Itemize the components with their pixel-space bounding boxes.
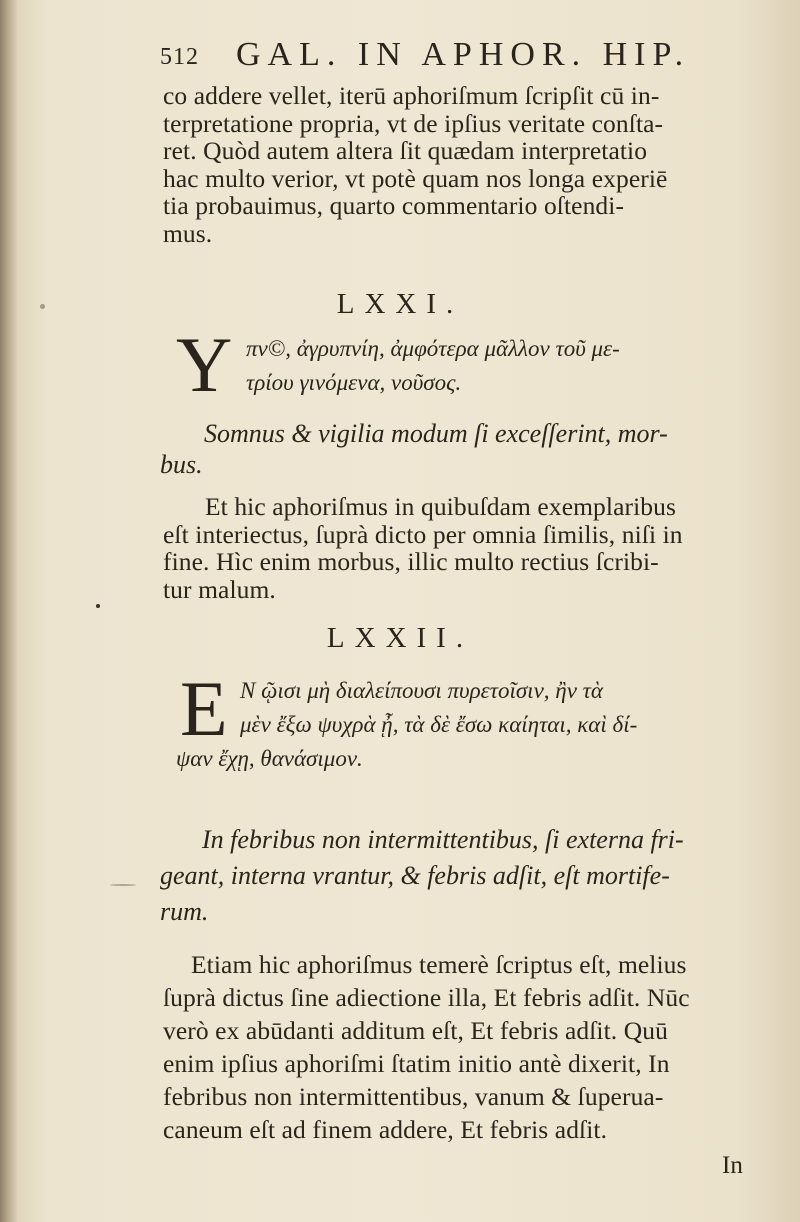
text-line: verò ex abūdanti additum eſt, Et febris adſit. Quū bbox=[163, 1016, 668, 1045]
text-line: fine. Hìc enim morbus, illic multo rectius ſcribi- bbox=[163, 547, 659, 576]
text-line: tia probauimus, quarto commentario oſtendi- bbox=[163, 191, 625, 220]
intro-paragraph bbox=[163, 82, 763, 247]
text-line: caneum eſt ad finem addere, Et febris adſit. bbox=[163, 1115, 608, 1144]
commentary-71 bbox=[163, 493, 763, 603]
ink-speck bbox=[40, 304, 45, 309]
ink-smudge bbox=[110, 884, 136, 886]
greek-line: τρίου γινόμενα, νοῦσος. bbox=[246, 370, 462, 395]
commentary-72 bbox=[163, 948, 763, 1146]
text-line: Et hic aphoriſmus in quibuſdam exemplaribus bbox=[205, 492, 677, 521]
binding-gutter bbox=[0, 0, 18, 1222]
greek-line: πν©, ἀγρυπνίη, ἀμφότερα μᾶλλον τοῦ με- bbox=[246, 336, 620, 361]
page-number: 512 bbox=[160, 44, 199, 70]
text-line: terpretatione propria, vt de ipſius veritate conſta- bbox=[163, 108, 664, 138]
text-line: mus. bbox=[163, 218, 213, 248]
latin-line: geant, interna vrantur, & febris adſit, eſt mortife- bbox=[160, 861, 670, 890]
text-line: ret. Quòd autem altera ſit quædam interpretatio bbox=[163, 136, 648, 165]
drop-cap-initial: Υ bbox=[176, 321, 233, 408]
text-line: febribus non intermittentibus, vanum & ſuperua- bbox=[163, 1082, 664, 1111]
section-numeral-72: LXXII. bbox=[326, 622, 474, 654]
latin-line: rum. bbox=[160, 897, 209, 926]
latin-line: bus. bbox=[160, 450, 203, 479]
latin-translation-72 bbox=[160, 822, 760, 930]
page-header bbox=[160, 36, 760, 80]
latin-line: Somnus & vigilia modum ſi exceſſerint, mor- bbox=[204, 419, 668, 448]
text-line: co addere vellet, iterū aphoriſmum ſcripſit cū in- bbox=[163, 81, 660, 110]
text-line: tur malum. bbox=[163, 574, 276, 604]
text-line: Etiam hic aphoriſmus temerè ſcriptus eſt, melius bbox=[191, 950, 687, 979]
catchword: In bbox=[722, 1152, 743, 1179]
ink-speck bbox=[96, 604, 100, 608]
text-line: hac multo verior, vt potè quam nos longa experiē bbox=[163, 163, 668, 193]
latin-line: In febribus non intermittentibus, ſi externa fri- bbox=[202, 825, 684, 854]
text-line: enim ipſius aphoriſmi ſtatim initio antè dixerit, In bbox=[163, 1049, 670, 1078]
text-line: ſuprà dictus ſine adiectione illa, Et febris adſit. Nūc bbox=[163, 983, 690, 1012]
latin-translation-71 bbox=[160, 418, 760, 480]
greek-line: ψαν ἔχῃ, θανάσιμον. bbox=[176, 746, 363, 771]
drop-cap-initial: Ε bbox=[180, 665, 228, 752]
greek-line: N ῷισι μὴ διαλείπουσι πυρετοῖσιν, ἢν τὰ bbox=[240, 678, 603, 703]
greek-line: μὲν ἔξω ψυχρὰ ᾖ, τὰ δὲ ἔσω καίηται, καὶ δί- bbox=[240, 712, 638, 737]
text-line: eſt interiectus, ſuprà dicto per omnia ſimilis, niſi in bbox=[163, 519, 683, 549]
section-numeral-71: LXXI. bbox=[336, 288, 464, 320]
running-title: GAL. IN APHOR. HIP. bbox=[236, 36, 691, 73]
